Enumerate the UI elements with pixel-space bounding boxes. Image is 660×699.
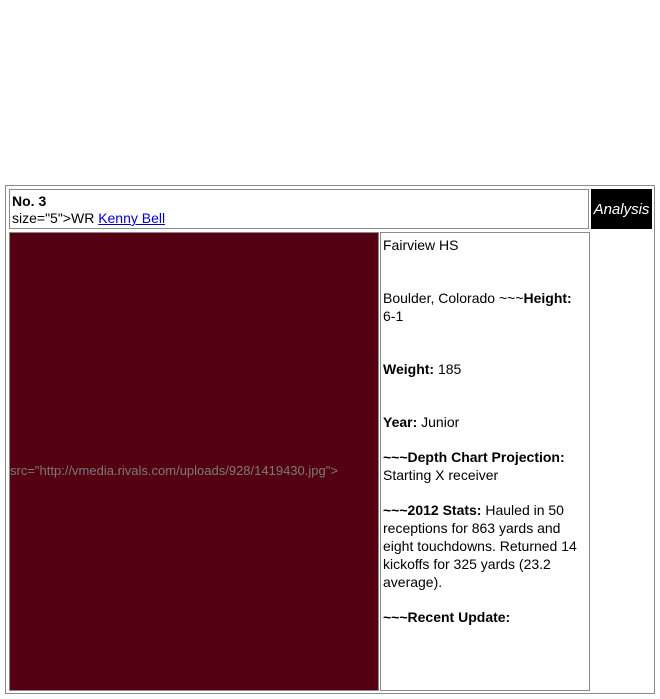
school-text: Fairview HS — [383, 237, 459, 253]
update-prefix: ~~~ — [383, 609, 408, 625]
stats-prefix: ~~~ — [383, 502, 408, 518]
analysis-label: Analysis — [591, 189, 652, 229]
player-number: No. 3 — [12, 193, 47, 209]
player-photo-broken — [9, 232, 379, 691]
player-info-panel — [380, 232, 590, 691]
broken-image-src-text: src="http://vmedia.rivals.com/uploads/928/1419430.jpg"> — [10, 463, 338, 478]
size-prefix-text: size="5">WR — [12, 210, 99, 226]
hometown-height — [383, 289, 587, 325]
stats-line — [383, 501, 587, 591]
player-profile-table — [5, 185, 655, 694]
height-label: Height: — [523, 290, 572, 306]
depth-prefix: ~~~ — [383, 449, 408, 465]
recent-update-label: Recent Update: — [407, 609, 511, 625]
hometown-text: Boulder, Colorado ~~~ — [383, 290, 524, 306]
player-name-link[interactable]: Kenny Bell — [98, 210, 166, 226]
year-label: Year: — [383, 414, 418, 430]
weight-label: Weight: — [383, 361, 435, 377]
depth-chart-label: Depth Chart Projection: — [407, 449, 565, 465]
player-position-line — [12, 210, 586, 227]
depth-chart-value: Starting X receiver — [383, 467, 499, 483]
weight-value: 185 — [434, 361, 462, 377]
stats-label: 2012 Stats: — [407, 502, 482, 518]
recent-update-line — [383, 608, 587, 626]
weight-line — [383, 360, 587, 378]
year-value: Junior — [417, 414, 460, 430]
stats-value: Hauled in 50 receptions for 863 yards and eight touchdowns. Returned 14 kickoffs for 325 yards (23.2 average). — [383, 502, 577, 590]
height-value: 6-1 — [383, 308, 404, 324]
depth-chart-line — [383, 448, 587, 484]
year-line — [383, 413, 587, 431]
player-header — [9, 189, 589, 229]
